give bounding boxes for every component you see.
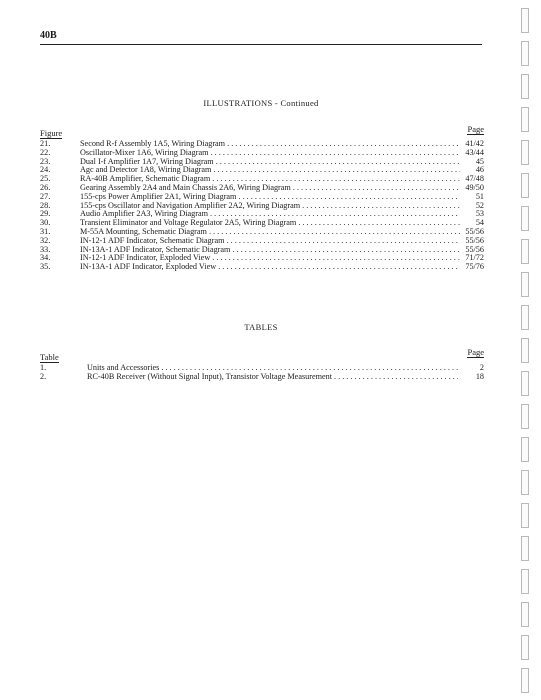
- figure-title: Agc and Detector 1A8, Wiring Diagram . . .: [80, 166, 460, 175]
- binding-slot: [521, 239, 529, 264]
- tables-list: [40, 364, 484, 382]
- figure-number: 32.: [40, 235, 51, 245]
- table-entry: [40, 373, 484, 382]
- figure-title: M-55A Mounting, Schematic Diagram . . .: [80, 228, 460, 237]
- table-number: 1.: [40, 363, 47, 372]
- figure-number: 34.: [40, 253, 51, 263]
- binding-slot: [521, 338, 529, 363]
- figure-number: 31.: [40, 226, 51, 236]
- figure-page: 55/56: [465, 235, 484, 245]
- figure-number: 26.: [40, 182, 51, 192]
- figure-title: RA-40B Amplifier, Schematic Diagram . . .: [80, 175, 460, 184]
- figure-entry: [40, 158, 484, 167]
- figure-page: 71/72: [465, 253, 484, 263]
- binding-slot: [521, 635, 529, 660]
- table-number: 2.: [40, 371, 47, 381]
- binding-slot: [521, 272, 529, 297]
- figure-number: 24.: [40, 165, 51, 175]
- figure-title: Transient Eliminator and Voltage Regulator 2A5, Wiring Diagram . . .: [80, 219, 460, 228]
- figure-title: IN-12-1 ADF Indicator, Schematic Diagram . . .: [80, 237, 460, 246]
- figure-title: Second R-f Assembly 1A5, Wiring Diagram . . .: [80, 140, 460, 149]
- binding-slot: [521, 569, 529, 594]
- table-page: 18: [475, 371, 484, 381]
- binding-slot: [521, 206, 529, 231]
- figure-entry: [40, 263, 484, 272]
- figure-number: 33.: [40, 244, 51, 254]
- binding-slot: [521, 437, 529, 462]
- figure-entry: [40, 193, 484, 202]
- tables-title: TABLES: [244, 322, 278, 332]
- page-column-header-tables: Page: [467, 347, 484, 357]
- figure-entry: [40, 246, 484, 255]
- binding-slot: [521, 404, 529, 429]
- figure-number: 25.: [40, 174, 51, 184]
- figure-number: 35.: [40, 262, 51, 272]
- figure-number: 28.: [40, 200, 51, 210]
- figure-title: Audio Amplifier 2A3, Wiring Diagram . . .: [80, 210, 460, 219]
- figure-title: Oscillator-Mixer 1A6, Wiring Diagram . . .: [80, 149, 460, 158]
- binding-slot: [521, 41, 529, 66]
- figure-entry: [40, 140, 484, 149]
- binding-slot: [521, 602, 529, 627]
- figure-entry: [40, 228, 484, 237]
- figure-entry: [40, 202, 484, 211]
- table-title: RC-40B Receiver (Without Signal Input), Transistor Voltage Measurement . . .: [87, 373, 458, 382]
- binding-slot: [521, 74, 529, 99]
- binding-slot: [521, 503, 529, 528]
- illustrations-list: [40, 140, 484, 272]
- figure-number: 21.: [40, 139, 51, 148]
- binding-strip: [519, 0, 531, 700]
- figure-entry: [40, 184, 484, 193]
- figure-page: 45: [475, 156, 484, 166]
- figure-page: 41/42: [465, 139, 484, 148]
- figure-entry: [40, 254, 484, 263]
- figure-entry: [40, 149, 484, 158]
- figure-title: Gearing Assembly 2A4 and Main Chassis 2A6, Wiring Diagram . . .: [80, 184, 460, 193]
- table-title: Units and Accessories . . .: [87, 364, 458, 373]
- figure-page: 43/44: [465, 147, 484, 157]
- figure-page: 49/50: [465, 182, 484, 192]
- figure-page: 52: [475, 200, 484, 210]
- figure-page: 47/48: [465, 174, 484, 184]
- binding-slot: [521, 8, 529, 33]
- figure-title: IN-13A-1 ADF Indicator, Schematic Diagram . . .: [80, 246, 460, 255]
- figure-page: 54: [475, 218, 484, 228]
- table-entry: [40, 364, 484, 373]
- figure-title: 155-cps Power Amplifier 2A1, Wiring Diagram . . .: [80, 193, 460, 202]
- figure-page: 55/56: [465, 226, 484, 236]
- figure-number: 22.: [40, 147, 51, 157]
- binding-slot: [521, 668, 529, 693]
- figure-title: Dual I-f Amplifier 1A7, Wiring Diagram . . .: [80, 158, 460, 167]
- figure-title: 155-cps Oscillator and Navigation Amplifier 2A2, Wiring Diagram . . .: [80, 202, 460, 211]
- binding-slot: [521, 470, 529, 495]
- binding-slot: [521, 107, 529, 132]
- figure-entry: [40, 219, 484, 228]
- table-page: 2: [479, 363, 484, 372]
- illustrations-title: ILLUSTRATIONS - Continued: [203, 98, 319, 108]
- figure-page: 46: [475, 165, 484, 175]
- figure-number: 29.: [40, 209, 51, 219]
- binding-slot: [521, 305, 529, 330]
- figure-page: 53: [475, 209, 484, 219]
- page-column-header: Page: [467, 124, 484, 134]
- binding-slot: [521, 536, 529, 561]
- figure-number: 23.: [40, 156, 51, 166]
- binding-slot: [521, 173, 529, 198]
- figure-entry: [40, 210, 484, 219]
- figure-entry: [40, 175, 484, 184]
- figure-page: 75/76: [465, 262, 484, 272]
- header-rule: [40, 44, 482, 45]
- figure-title: IN-12-1 ADF Indicator, Exploded View . . .: [80, 254, 460, 263]
- figure-page: 55/56: [465, 244, 484, 254]
- figure-number: 27.: [40, 191, 51, 201]
- table-column-header: Table: [40, 352, 59, 362]
- figure-column-header: Figure: [40, 128, 63, 138]
- binding-slot: [521, 140, 529, 165]
- figure-number: 30.: [40, 218, 51, 228]
- page-number: 40B: [40, 30, 57, 41]
- binding-slot: [521, 371, 529, 396]
- figure-entry: [40, 166, 484, 175]
- figure-entry: [40, 237, 484, 246]
- figure-page: 51: [475, 191, 484, 201]
- figure-title: IN-13A-1 ADF Indicator, Exploded View . . .: [80, 263, 460, 272]
